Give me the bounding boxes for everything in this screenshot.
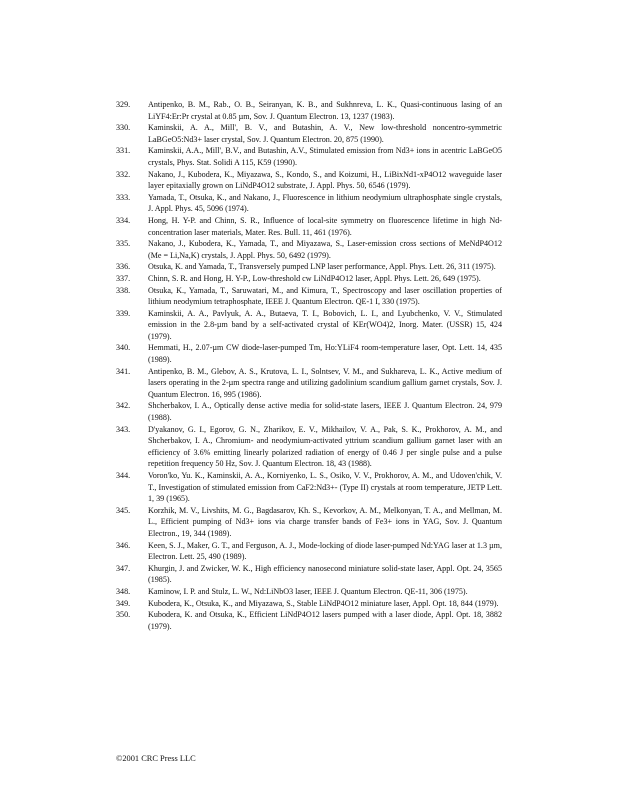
- reference-item: [116, 342, 502, 365]
- reference-number: 348.: [116, 586, 131, 596]
- reference-number: 341.: [116, 366, 131, 376]
- copyright-footer: ©2001 CRC Press LLC: [116, 754, 196, 763]
- reference-item: [116, 215, 502, 238]
- reference-text: Kubodera, K. and Otsuka, K., Efficient LiNdP4O12 lasers pumped with a laser diode, Appl. Opt. 18, 3882 (1979).: [148, 610, 502, 631]
- reference-item: [116, 598, 502, 610]
- reference-item: [116, 609, 502, 632]
- reference-item: [116, 238, 502, 261]
- reference-number: 340.: [116, 343, 131, 353]
- reference-number: 343.: [116, 424, 131, 434]
- reference-text: Nakano, J., Kubodera, K., Yamada, T., and Miyazawa, S., Laser-emission cross sections of MeNdP4O12 (Me = Li,Na,K) crystals, J. Appl. Phys. 50, 6492 (1979).: [148, 239, 502, 260]
- reference-item: [116, 273, 502, 285]
- reference-number: 349.: [116, 598, 131, 608]
- reference-number: 347.: [116, 563, 131, 573]
- reference-item: [116, 285, 502, 308]
- reference-list: [116, 99, 502, 632]
- reference-text: Kaminow, I. P. and Stulz, L. W., Nd:LiNbO3 laser, IEEE J. Quantum Electron. QE-11, 306 (1975).: [148, 586, 468, 596]
- reference-text: Yamada, T., Otsuka, K., and Nakano, J., Fluorescence in lithium neodymium ultraphosphate single crystals, J. Appl. Phys. 45, 5096 (1974).: [148, 192, 502, 214]
- reference-text: Kaminskii, A. A., Pavlyuk, A. A., Butaeva, T. I., Bobovich, L. I., and Lyubchenko, V. V., Stimulated emission in the 2.8-µm band by a self-activated crystal of KEr(WO4)2, Inorg. Mater. (USSR) 15, 424 (1979).: [148, 308, 502, 341]
- reference-number: 345.: [116, 505, 131, 515]
- reference-item: [116, 400, 502, 423]
- reference-item: [116, 470, 502, 505]
- reference-text: Otsuka, K., Yamada, T., Saruwatari, M., and Kimura, T., Spectroscopy and laser oscillation properties of lithium neodymium tetraphosphate, IEEE J. Quantum Electron. QE-1 I, 330 (1975).: [148, 285, 502, 307]
- reference-text: Keen, S. J., Maker, G. T., and Ferguson, A. J., Mode-locking of diode laser-pumped Nd:YAG laser at 1.3 µm, Electron. Lett. 25, 490 (1989).: [148, 540, 502, 562]
- reference-text: Hong, H. Y-P. and Chinn, S. R., Influence of local-site symmetry on fluorescence lifetime in high Nd-concentration laser materials, Mater. Res. Bull. 11, 461 (1976).: [148, 215, 502, 237]
- reference-item: [116, 563, 502, 586]
- reference-number: 332.: [116, 169, 131, 179]
- reference-item: [116, 192, 502, 215]
- reference-item: [116, 366, 502, 401]
- reference-number: 331.: [116, 146, 131, 156]
- reference-text: Hemmati, H., 2.07-µm CW diode-laser-pumped Tm, Ho:YLiF4 room-temperature laser, Opt. Lett. 14, 435 (1989).: [148, 343, 502, 365]
- reference-text: Shcherbakov, I. A., Optically dense active media for solid-state lasers, IEEE J. Quantum Electron. 24, 979 (1988).: [148, 401, 502, 423]
- reference-text: Otsuka, K. and Yamada, T., Transversely pumped LNP laser performance, Appl. Phys. Lett. 26, 311 (1975).: [148, 262, 496, 272]
- reference-text: Nakano, J., Kubodera, K., Miyazawa, S., Kondo, S., and Koizumi, H., LiBixNd1-xP4O12 waveguide laser layer epitaxially grown on LiNdP4O12 substrate, J. Appl. Phys. 50, 6546 (1979).: [148, 169, 502, 191]
- reference-text: Khurgin, J. and Zwicker, W. K., High efficiency nanosecond miniature solid-state laser, Appl. Opt. 24, 3565 (1985).: [148, 563, 502, 585]
- reference-item: [116, 308, 502, 343]
- reference-number: 342.: [116, 401, 131, 411]
- reference-number: 346.: [116, 540, 131, 550]
- reference-number: 329.: [116, 100, 131, 109]
- reference-item: [116, 424, 502, 470]
- reference-number: 350.: [116, 610, 131, 620]
- reference-text: Kubodera, K., Otsuka, K., and Miyazawa, S., Stable LiNdP4O12 miniature laser, Appl. Opt. 18, 844 (1979).: [148, 598, 499, 608]
- reference-number: 333.: [116, 192, 131, 202]
- reference-item: [116, 99, 502, 122]
- reference-text: Antipenko, B. M., Rab., O. B., Seiranyan, K. B., and Sukhnreva, L. K., Quasi-continuous lasing of an LiYF4:Er:Pr crystal at 0.85 µm, Sov. J. Quantum Electron. 13, 1237 (1983).: [148, 100, 502, 121]
- reference-number: 330.: [116, 123, 131, 133]
- reference-text: Antipenko, B. M., Glebov, A. S., Krutova, L. I., Solntsev, V. M., and Sukhareva, L. K., Active medium of lasers operating in the 2-µm spectra range and utilizing gadolinium scandium gallium garnet crystals, Sov. J. Quantum Electron. 16, 995 (1986).: [148, 366, 502, 399]
- reference-item: [116, 169, 502, 192]
- reference-number: 339.: [116, 308, 131, 318]
- reference-item: [116, 505, 502, 540]
- reference-number: 335.: [116, 239, 131, 249]
- reference-text: D'yakanov, G. I., Egorov, G. N., Zharikov, E. V., Mikhailov, V. A., Pak, S. K., Prokhorov, A. M., and Shcherbakov, I. A., Chromium- and neodymium-activated yttrium scandium gallium garnet laser with an efficiency of 3.6% emitting linearly polarized radiation of energy of 0.46 J per single pulse and a pulse repetition frequency 50 Hz, Sov. J. Quantum Electron. 18, 43 (1988).: [148, 424, 502, 469]
- reference-item: [116, 586, 502, 598]
- reference-number: 337.: [116, 273, 131, 283]
- reference-item: [116, 122, 502, 145]
- reference-item: [116, 540, 502, 563]
- reference-number: 334.: [116, 215, 131, 225]
- reference-text: Kaminskii, A.A., Mill', B.V., and Butashin, A.V., Stimulated emission from Nd3+ ions in acentric LaBGeO5 crystals, Phys. Stat. Solidi A 115, K59 (1990).: [148, 146, 502, 167]
- reference-item: [116, 261, 502, 273]
- reference-item: [116, 145, 502, 168]
- reference-number: 344.: [116, 471, 131, 480]
- reference-text: Korzhik, M. V., Livshits, M. G., Bagdasarov, Kh. S., Kevorkov, A. M., Melkonyan, T. A., and Mellman, M. L., Efficient pumping of Nd3+ ions via charge transfer bands of Fe3+ ions in YAG, Sov. J. Quantum Electron., 19, 344 (1989).: [148, 505, 502, 538]
- reference-text: Kaminskii, A. A., Mill', B. V., and Butashin, A. V., New low-threshold noncentro-symmetric LaBGeO5:Nd3+ laser crystal, Sov. J. Quantum Electron. 20, 875 (1990).: [148, 123, 502, 144]
- reference-number: 336.: [116, 262, 131, 272]
- reference-number: 338.: [116, 285, 131, 295]
- reference-text: Chinn, S. R. and Hong, H. Y-P., Low-threshold cw LiNdP4O12 laser, Appl. Phys. Lett. 26, 649 (1975).: [148, 273, 481, 283]
- reference-text: Voron'ko, Yu. K., Kaminskii, A. A., Korniyenko, L. S., Osiko, V. V., Prokhorov, A. M., and Udoven'chik, V. T., Investigation of stimulated emission from CaF2:Nd3+- (Type II) crystals at room temperature, JETP Lett. 1, 39 (1965).: [148, 471, 502, 504]
